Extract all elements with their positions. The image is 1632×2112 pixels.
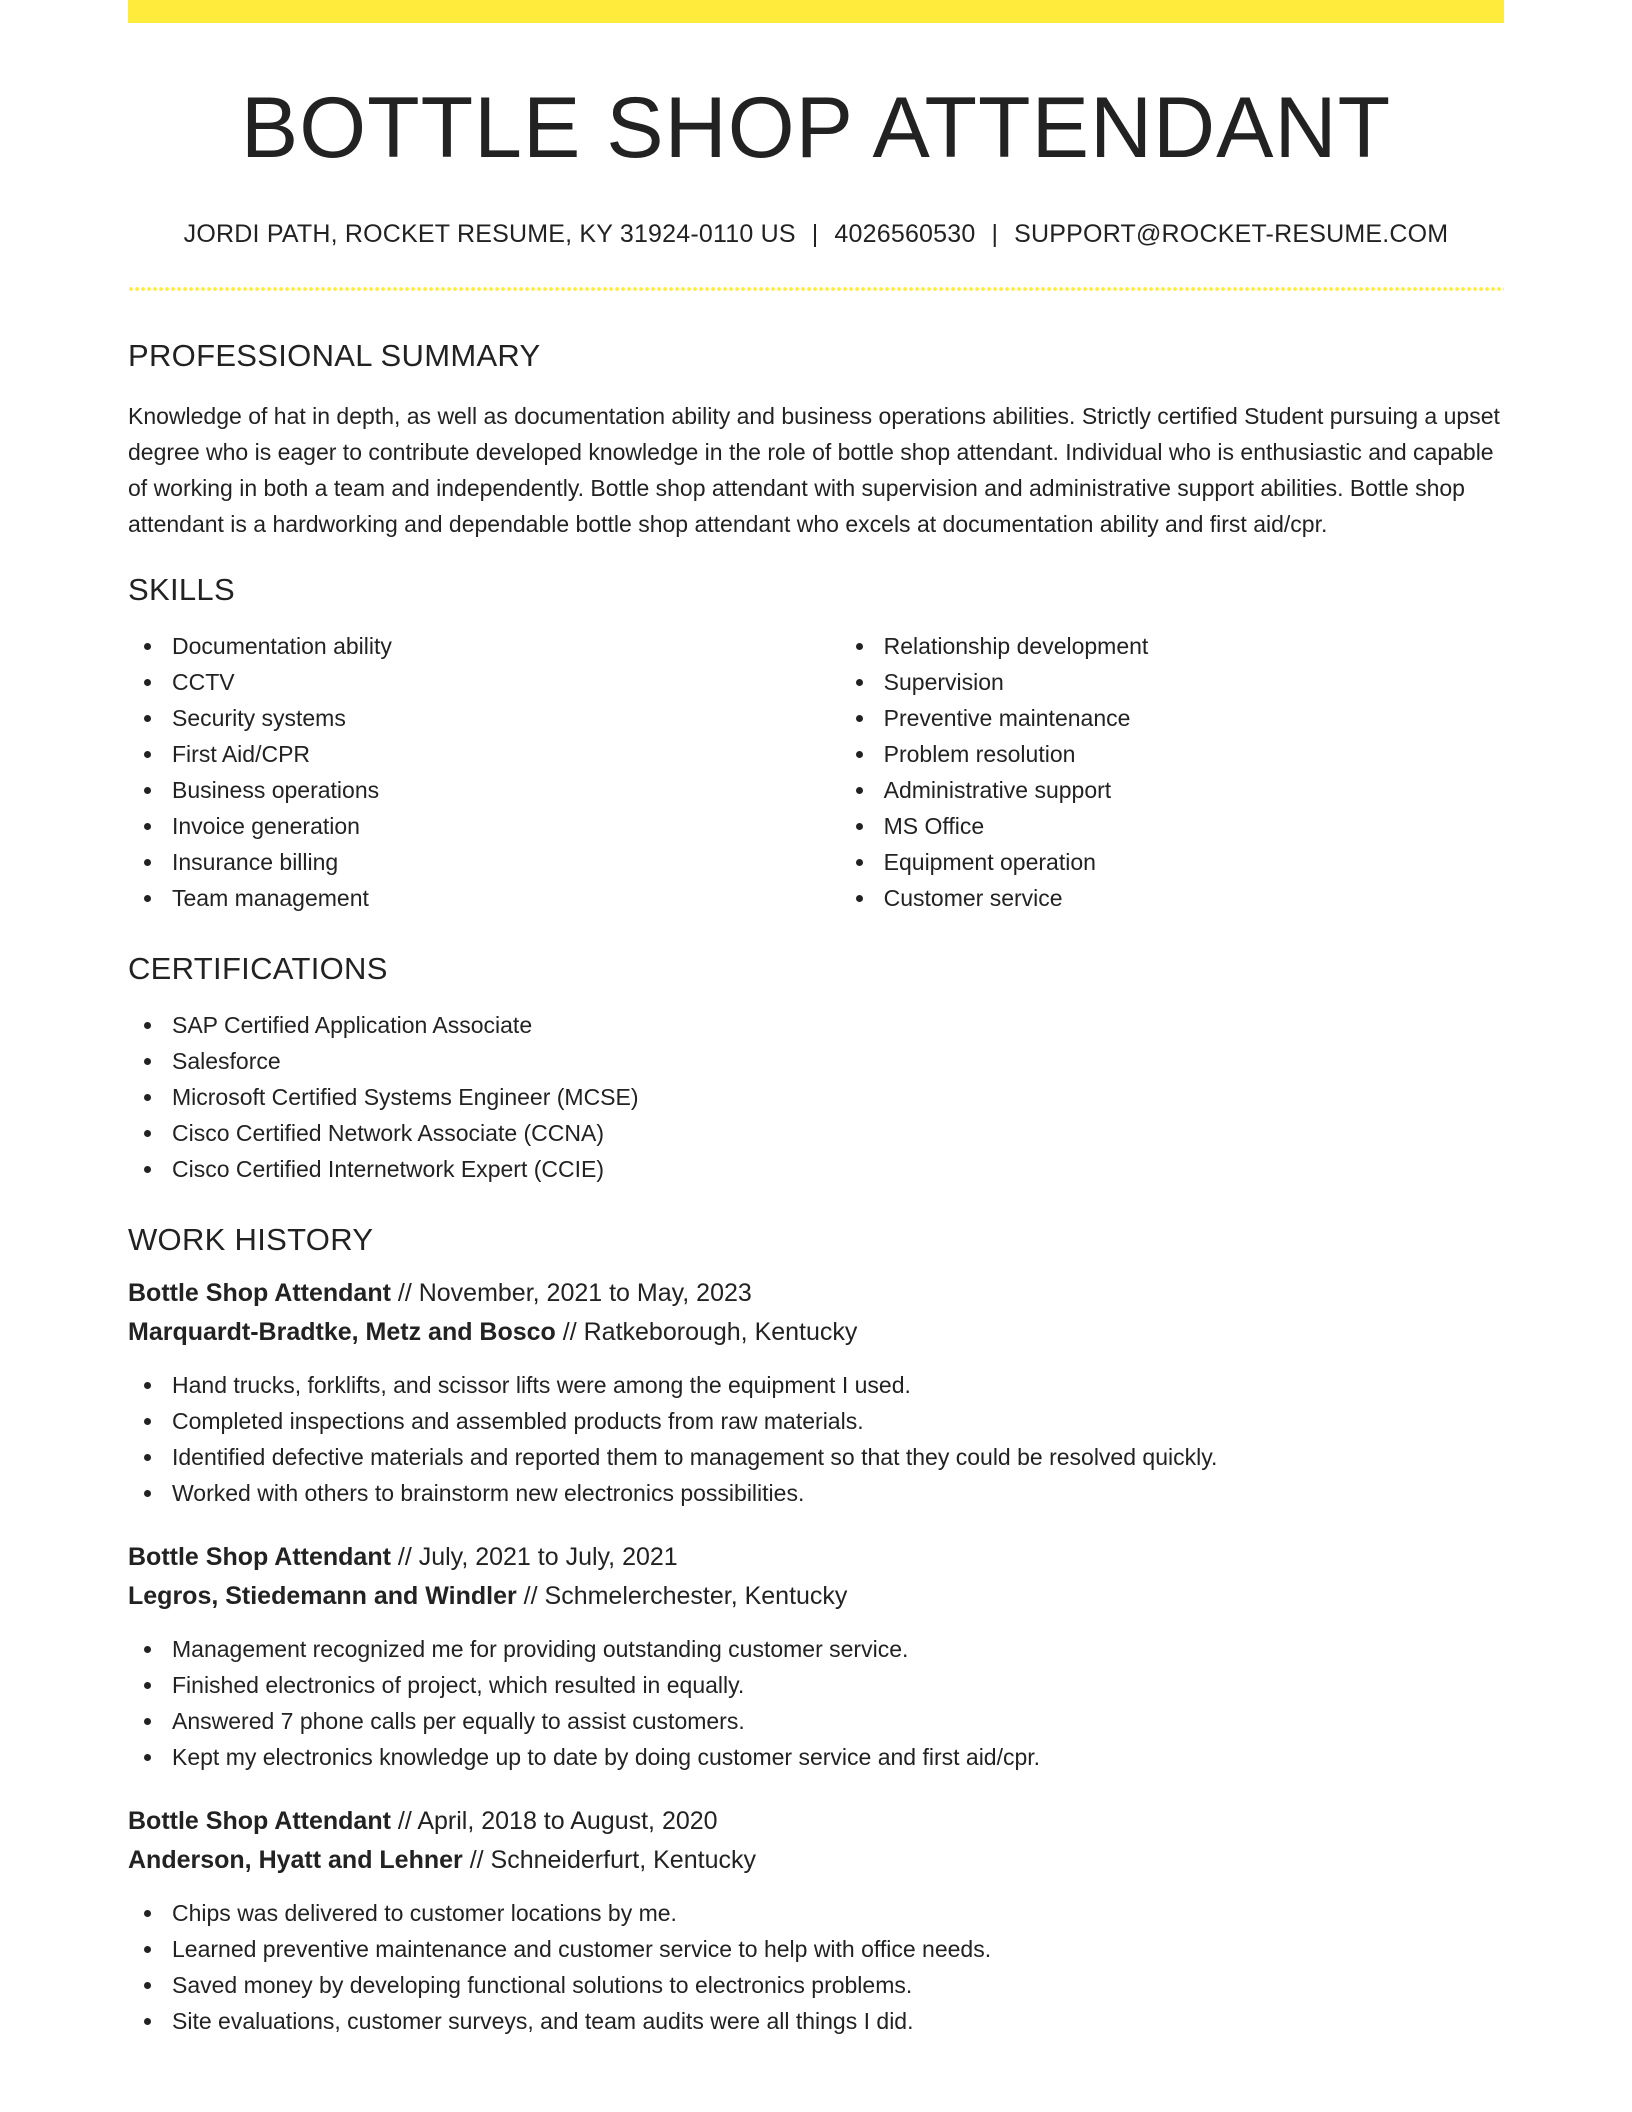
dotted-divider — [128, 287, 1504, 291]
job-dates: // April, 2018 to August, 2020 — [390, 1807, 718, 1835]
job-bullets — [128, 1895, 1504, 2039]
skills-list-right — [840, 628, 1504, 916]
contact-separator: | — [991, 220, 999, 248]
job-title: Bottle Shop Attendant — [128, 1543, 391, 1571]
page-title: BOTTLE SHOP ATTENDANT — [240, 80, 1392, 176]
job-dates: // July, 2021 to July, 2021 — [390, 1543, 678, 1571]
skill-item: Preventive maintenance — [884, 700, 1504, 736]
job-location: // Ratkeborough, Kentucky — [555, 1318, 858, 1346]
skills-columns — [128, 628, 1504, 916]
skill-item: Documentation ability — [172, 628, 840, 664]
skill-item: First Aid/CPR — [172, 736, 840, 772]
skill-item: Equipment operation — [884, 844, 1504, 880]
job-company: Legros, Stiedemann and Windler — [128, 1582, 517, 1610]
job-bullet: Worked with others to brainstorm new electronics possibilities. — [172, 1475, 1504, 1511]
skills-list-left — [128, 628, 840, 916]
certification-item: Salesforce — [172, 1043, 1504, 1079]
summary-section — [128, 340, 1504, 542]
summary-text: Knowledge of hat in depth, as well as documentation ability and business operations abilities. Strictly certified Student pursuing a upset degree who is eager to contribute developed knowledge in the role of bottle shop attendant. Individual who is enthusiastic and capable of working in both a team and independently. Bottle shop attendant with supervision and administrative support abilities. Bottle shop attendant is a hardworking and dependable bottle shop attendant who excels at documentation ability and first aid/cpr. — [128, 403, 1500, 537]
resume-page — [128, 0, 1504, 2039]
job-company: Marquardt-Bradtke, Metz and Bosco — [128, 1318, 556, 1346]
certification-item: Cisco Certified Internetwork Expert (CCIE) — [172, 1151, 1504, 1187]
job-bullet: Identified defective materials and reported them to management so that they could be resolved quickly. — [172, 1439, 1504, 1475]
accent-top-bar — [128, 0, 1504, 23]
skill-item: Security systems — [172, 700, 840, 736]
job-bullet: Kept my electronics knowledge up to date by doing customer service and first aid/cpr. — [172, 1739, 1504, 1775]
skill-item: Business operations — [172, 772, 840, 808]
job-title-line — [128, 1809, 1504, 1834]
certifications-section — [128, 953, 1504, 1187]
contact-line — [128, 219, 1504, 249]
skill-item: Supervision — [884, 664, 1504, 700]
section-heading-skills: SKILLS — [128, 572, 235, 607]
certification-item: Microsoft Certified Systems Engineer (MCSE) — [172, 1079, 1504, 1115]
job-entry — [128, 1545, 1504, 1775]
job-dates: // November, 2021 to May, 2023 — [390, 1279, 752, 1307]
skill-item: Team management — [172, 880, 840, 916]
job-bullet: Chips was delivered to customer locations by me. — [172, 1895, 1504, 1931]
contact-address: JORDI PATH, ROCKET RESUME, KY 31924-0110 US — [183, 220, 796, 248]
skill-item: MS Office — [884, 808, 1504, 844]
skill-item: Invoice generation — [172, 808, 840, 844]
job-entry — [128, 1809, 1504, 2039]
skill-item: Customer service — [884, 880, 1504, 916]
job-bullet: Learned preventive maintenance and customer service to help with office needs. — [172, 1931, 1504, 1967]
skill-item: CCTV — [172, 664, 840, 700]
job-bullets — [128, 1631, 1504, 1775]
job-title-line — [128, 1545, 1504, 1570]
certifications-list — [128, 1007, 1504, 1187]
job-company: Anderson, Hyatt and Lehner — [128, 1846, 463, 1874]
job-bullet: Finished electronics of project, which resulted in equally. — [172, 1667, 1504, 1703]
job-entry — [128, 1281, 1504, 1511]
job-bullet: Site evaluations, customer surveys, and team audits were all things I did. — [172, 2003, 1504, 2039]
job-location: // Schneiderfurt, Kentucky — [462, 1846, 756, 1874]
skill-item: Relationship development — [884, 628, 1504, 664]
certification-item: SAP Certified Application Associate — [172, 1007, 1504, 1043]
section-heading-work-history: WORK HISTORY — [128, 1222, 374, 1257]
job-location: // Schmelerchester, Kentucky — [516, 1582, 848, 1610]
job-title: Bottle Shop Attendant — [128, 1807, 391, 1835]
job-company-line — [128, 1848, 1504, 1873]
certification-item: Cisco Certified Network Associate (CCNA) — [172, 1115, 1504, 1151]
job-title-line — [128, 1281, 1504, 1306]
contact-email: SUPPORT@ROCKET-RESUME.COM — [1014, 220, 1449, 248]
job-bullet: Hand trucks, forklifts, and scissor lifts were among the equipment I used. — [172, 1367, 1504, 1403]
job-bullet: Completed inspections and assembled products from raw materials. — [172, 1403, 1504, 1439]
job-title: Bottle Shop Attendant — [128, 1279, 391, 1307]
skill-item: Problem resolution — [884, 736, 1504, 772]
work-history-section — [128, 1224, 1504, 2039]
job-bullet: Saved money by developing functional solutions to electronics problems. — [172, 1967, 1504, 2003]
skills-section — [128, 574, 1504, 916]
skill-item: Insurance billing — [172, 844, 840, 880]
section-heading-certifications: CERTIFICATIONS — [128, 951, 388, 986]
job-bullet: Answered 7 phone calls per equally to assist customers. — [172, 1703, 1504, 1739]
section-heading-summary: PROFESSIONAL SUMMARY — [128, 338, 541, 373]
job-company-line — [128, 1320, 1504, 1345]
contact-phone: 4026560530 — [834, 220, 976, 248]
job-bullet: Management recognized me for providing outstanding customer service. — [172, 1631, 1504, 1667]
job-company-line — [128, 1584, 1504, 1609]
job-bullets — [128, 1367, 1504, 1511]
skill-item: Administrative support — [884, 772, 1504, 808]
contact-separator: | — [811, 220, 819, 248]
